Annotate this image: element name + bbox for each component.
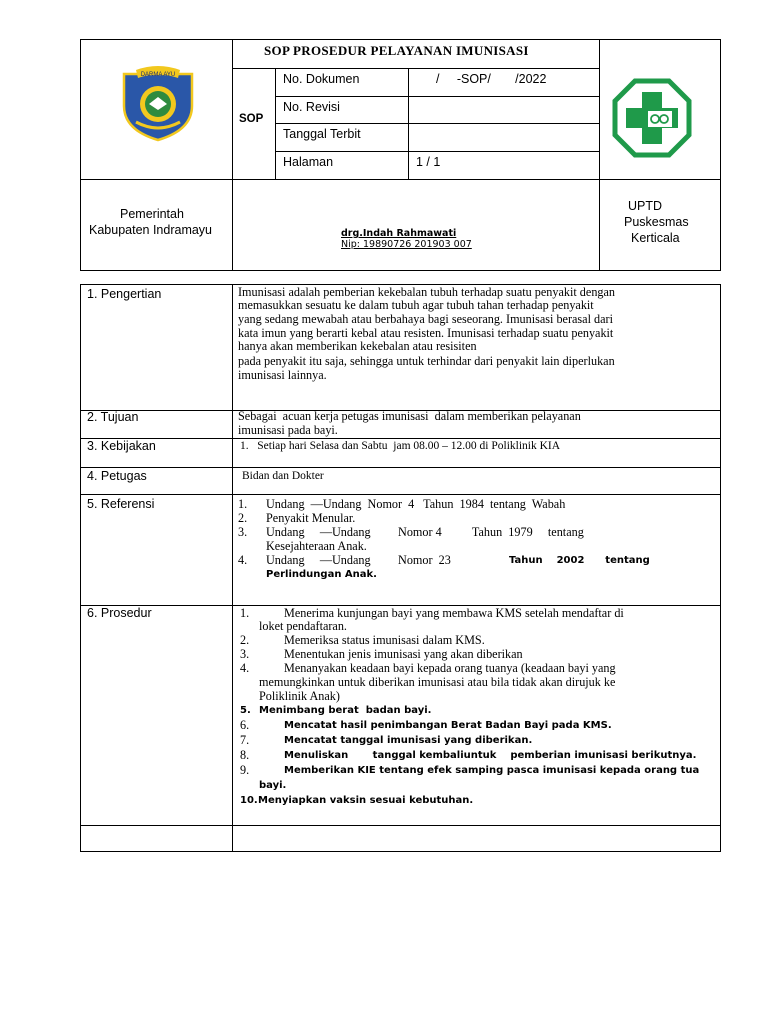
org-right-line-2: Puskesmas [624, 215, 689, 229]
proc-num: 2. [240, 633, 250, 647]
ref-num: 3. [238, 525, 248, 539]
ref-num: 1. [238, 497, 248, 511]
label-petugas: 4. Petugas [87, 469, 147, 483]
pengertian-line: pada penyakit itu saja, sehingga untuk terhindar dari penyakit lain diperlukan [238, 354, 615, 368]
org-left-line-1: Pemerintah [120, 207, 184, 221]
pengertian-line: yang sedang mewabah atau berbahaya bagi seseorang. Imunisasi berasal dari [238, 312, 613, 326]
proc-text: loket pendaftaran. [259, 619, 347, 633]
indramayu-logo [116, 60, 200, 144]
pengertian-line: kata imun yang berarti kebal atau resisten. Imunisasi terhadap suatu penyakit [238, 326, 614, 340]
ref-text: Kesejahteraan Anak. [266, 539, 367, 553]
proc-num: 8. [240, 748, 250, 762]
proc-text: bayi. [259, 780, 287, 791]
row-value-no-dokumen: / -SOP/ /2022 [436, 72, 547, 86]
proc-num: 1. [240, 606, 250, 620]
document-title: SOP PROSEDUR PELAYANAN IMUNISASI [264, 43, 529, 58]
proc-text: Menimbang berat badan bayi. [259, 705, 432, 716]
proc-num: 9. [240, 763, 250, 777]
label-pengertian: 1. Pengertian [87, 287, 162, 301]
kebijakan-text: 1. Setiap hari Selasa dan Sabtu jam 08.00 – 12.00 di Poliklinik KIA [240, 440, 561, 452]
pengertian-line: hanya akan memberikan kekebalan atau resisiten [238, 339, 477, 353]
tujuan-line: Sebagai acuan kerja petugas imunisasi dalam memberikan pelayanan [238, 409, 581, 423]
proc-num: 6. [240, 718, 250, 732]
row-label-tanggal-terbit: Tanggal Terbit [283, 127, 361, 141]
proc-num: 3. [240, 647, 250, 661]
petugas-text: Bidan dan Dokter [242, 470, 324, 482]
ref-num: 2. [238, 511, 248, 525]
org-left-line-2: Kabupaten Indramayu [89, 223, 213, 237]
tujuan-line: imunisasi pada bayi. [238, 423, 338, 437]
proc-text: Memeriksa status imunisasi dalam KMS. [284, 633, 485, 647]
proc-text: Poliklinik Anak) [259, 689, 340, 703]
row-label-no-dokumen: No. Dokumen [283, 72, 360, 86]
proc-text: Menerima kunjungan bayi yang membawa KMS setelah mendaftar di [284, 606, 624, 620]
logo-banner-text: DARMA AYU [140, 72, 176, 78]
proc-num: 7. [240, 733, 250, 747]
proc-text: Menanyakan keadaan bayi kepada orang tuanya (keadaan bayi yang [284, 661, 616, 675]
signer-nip: Nip: 19890726 201903 007 [341, 239, 472, 250]
proc-text: Memberikan KIE tentang efek samping pasca imunisasi kepada orang tua [284, 765, 700, 776]
label-kebijakan: 3. Kebijakan [87, 439, 156, 453]
row-label-no-revisi: No. Revisi [283, 100, 340, 114]
org-right-line-3: Kerticala [631, 231, 680, 245]
proc-text: Menentukan jenis imunisasi yang akan diberikan [284, 647, 523, 661]
proc-text: Menuliskan tanggal kembaliuntuk pemberian imunisasi berikutnya. [284, 750, 697, 761]
row-value-halaman: 1 / 1 [416, 155, 441, 169]
pengertian-line: Imunisasi adalah pemberian kekebalan tubuh terhadap suatu penyakit dengan [238, 285, 616, 299]
ref-text: Undang —Undang Nomor 4 Tahun 1979 tentang [266, 525, 584, 539]
signer-name: drg.Indah Rahmawati [341, 228, 457, 239]
proc-text: Mencatat tanggal imunisasi yang diberikan. [284, 735, 533, 746]
pengertian-line: memasukkan sesuatu ke dalam tubuh agar tubuh tahan terhadap penyakit [238, 298, 594, 312]
pengertian-line: imunisasi lainnya. [238, 368, 327, 382]
sop-label: SOP [239, 113, 264, 125]
ref-text: Undang —Undang Nomor 23 [266, 553, 451, 567]
proc-num: 10. [240, 795, 258, 806]
proc-num: 4. [240, 661, 250, 675]
proc-text: Mencatat hasil penimbangan Berat Badan Bayi pada KMS. [284, 720, 612, 731]
proc-num: 5. [240, 705, 251, 716]
proc-text: memungkinkan untuk diberikan imunisasi atau bila tidak akan dirujuk ke [259, 675, 616, 689]
row-label-halaman: Halaman [283, 155, 334, 169]
puskesmas-logo [612, 78, 692, 158]
proc-text: Menyiapkan vaksin sesuai kebutuhan. [258, 795, 474, 806]
ref-num: 4. [238, 553, 248, 567]
ref-text-tail: Tahun 2002 tentang [509, 555, 650, 566]
org-right-line-1: UPTD [628, 199, 663, 213]
label-tujuan: 2. Tujuan [87, 410, 139, 424]
ref-text: Undang —Undang Nomor 4 Tahun 1984 tentang Wabah [266, 497, 566, 511]
ref-text: Penyakit Menular. [266, 511, 356, 525]
label-prosedur: 6. Prosedur [87, 606, 152, 620]
ref-text: Perlindungan Anak. [266, 569, 377, 580]
label-referensi: 5. Referensi [87, 497, 155, 511]
